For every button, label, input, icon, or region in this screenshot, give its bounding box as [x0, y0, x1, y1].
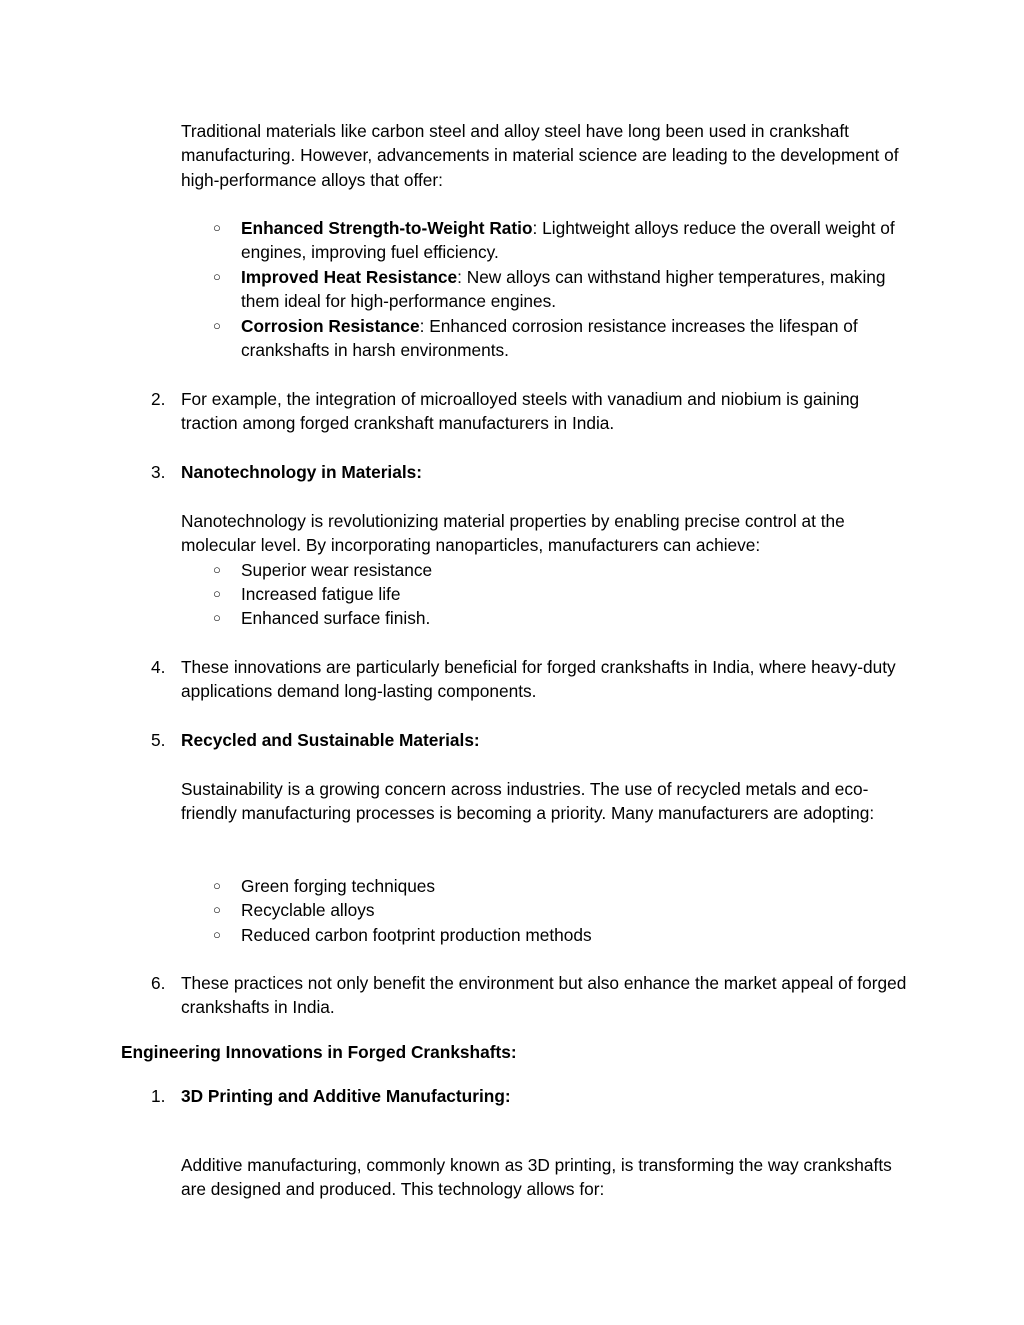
list-number: 6. — [151, 973, 166, 993]
sustainability-bullet: Reduced carbon footprint production methods — [241, 925, 592, 945]
list-number: 2. — [151, 389, 166, 409]
benefit-text: : Lightweight alloys reduce the overall weight of engines, improving fuel efficiency. — [241, 218, 895, 263]
benefit-term: Enhanced Strength-to-Weight Ratio — [241, 218, 533, 238]
sustainability-paragraph: Sustainability is a growing concern across industries. The use of recycled metals and eco-friendly manufacturing processes is becoming a priority. Many manufacturers are adopting: — [181, 779, 875, 824]
benefit-term: Corrosion Resistance — [241, 316, 420, 336]
benefit-text: : Enhanced corrosion resistance increases the lifespan of crankshafts in harsh environments. — [241, 316, 858, 361]
benefit-item — [241, 216, 911, 265]
bullet-marker: ○ — [213, 927, 221, 942]
list-number: 1. — [151, 1086, 166, 1106]
bullet-marker: ○ — [213, 318, 221, 333]
list-number: 3. — [151, 462, 166, 482]
benefit-term: Improved Heat Resistance — [241, 267, 458, 287]
section-heading: Engineering Innovations in Forged Crankshafts: — [121, 1042, 517, 1062]
intro-paragraph: Traditional materials like carbon steel and alloy steel have long been used in crankshaft manufacturing. However, advancements in material science are leading to the development of high-performance alloys that offer: — [181, 121, 899, 190]
benefit-item — [241, 314, 911, 363]
bullet-marker: ○ — [213, 562, 221, 577]
bullet-marker: ○ — [213, 902, 221, 917]
list-number: 4. — [151, 657, 166, 677]
bullet-marker: ○ — [213, 220, 221, 235]
bullet-marker: ○ — [213, 269, 221, 284]
bullet-marker: ○ — [213, 878, 221, 893]
sustainability-bullet: Green forging techniques — [241, 876, 436, 896]
list-item-text: These innovations are particularly beneficial for forged crankshafts in India, where heavy-duty applications demand long-lasting components. — [181, 657, 896, 702]
nanotech-bullet: Increased fatigue life — [241, 584, 401, 604]
list-item-text: These practices not only benefit the environment but also enhance the market appeal of forged crankshafts in India. — [181, 973, 907, 1018]
list-item-heading: Recycled and Sustainable Materials: — [181, 730, 480, 750]
benefit-item — [241, 265, 911, 314]
benefit-text: : New alloys can withstand higher temperatures, making them ideal for high-performance engines. — [241, 267, 886, 312]
additive-paragraph: Additive manufacturing, commonly known as 3D printing, is transforming the way crankshafts are designed and produced. This technology allows for: — [181, 1155, 892, 1200]
nanotech-bullet: Enhanced surface finish. — [241, 608, 431, 628]
bullet-marker: ○ — [213, 586, 221, 601]
list-item-heading: 3D Printing and Additive Manufacturing: — [181, 1086, 511, 1106]
sustainability-bullet: Recyclable alloys — [241, 900, 375, 920]
list-item-heading: Nanotechnology in Materials: — [181, 462, 423, 482]
nanotech-bullet: Superior wear resistance — [241, 560, 433, 580]
nanotech-paragraph: Nanotechnology is revolutionizing material properties by enabling precise control at the molecular level. By incorporating nanoparticles, manufacturers can achieve: — [181, 511, 845, 556]
list-number: 5. — [151, 730, 166, 750]
bullet-marker: ○ — [213, 610, 221, 625]
list-item-text: For example, the integration of microalloyed steels with vanadium and niobium is gaining traction among forged crankshaft manufacturers in India. — [181, 389, 860, 434]
